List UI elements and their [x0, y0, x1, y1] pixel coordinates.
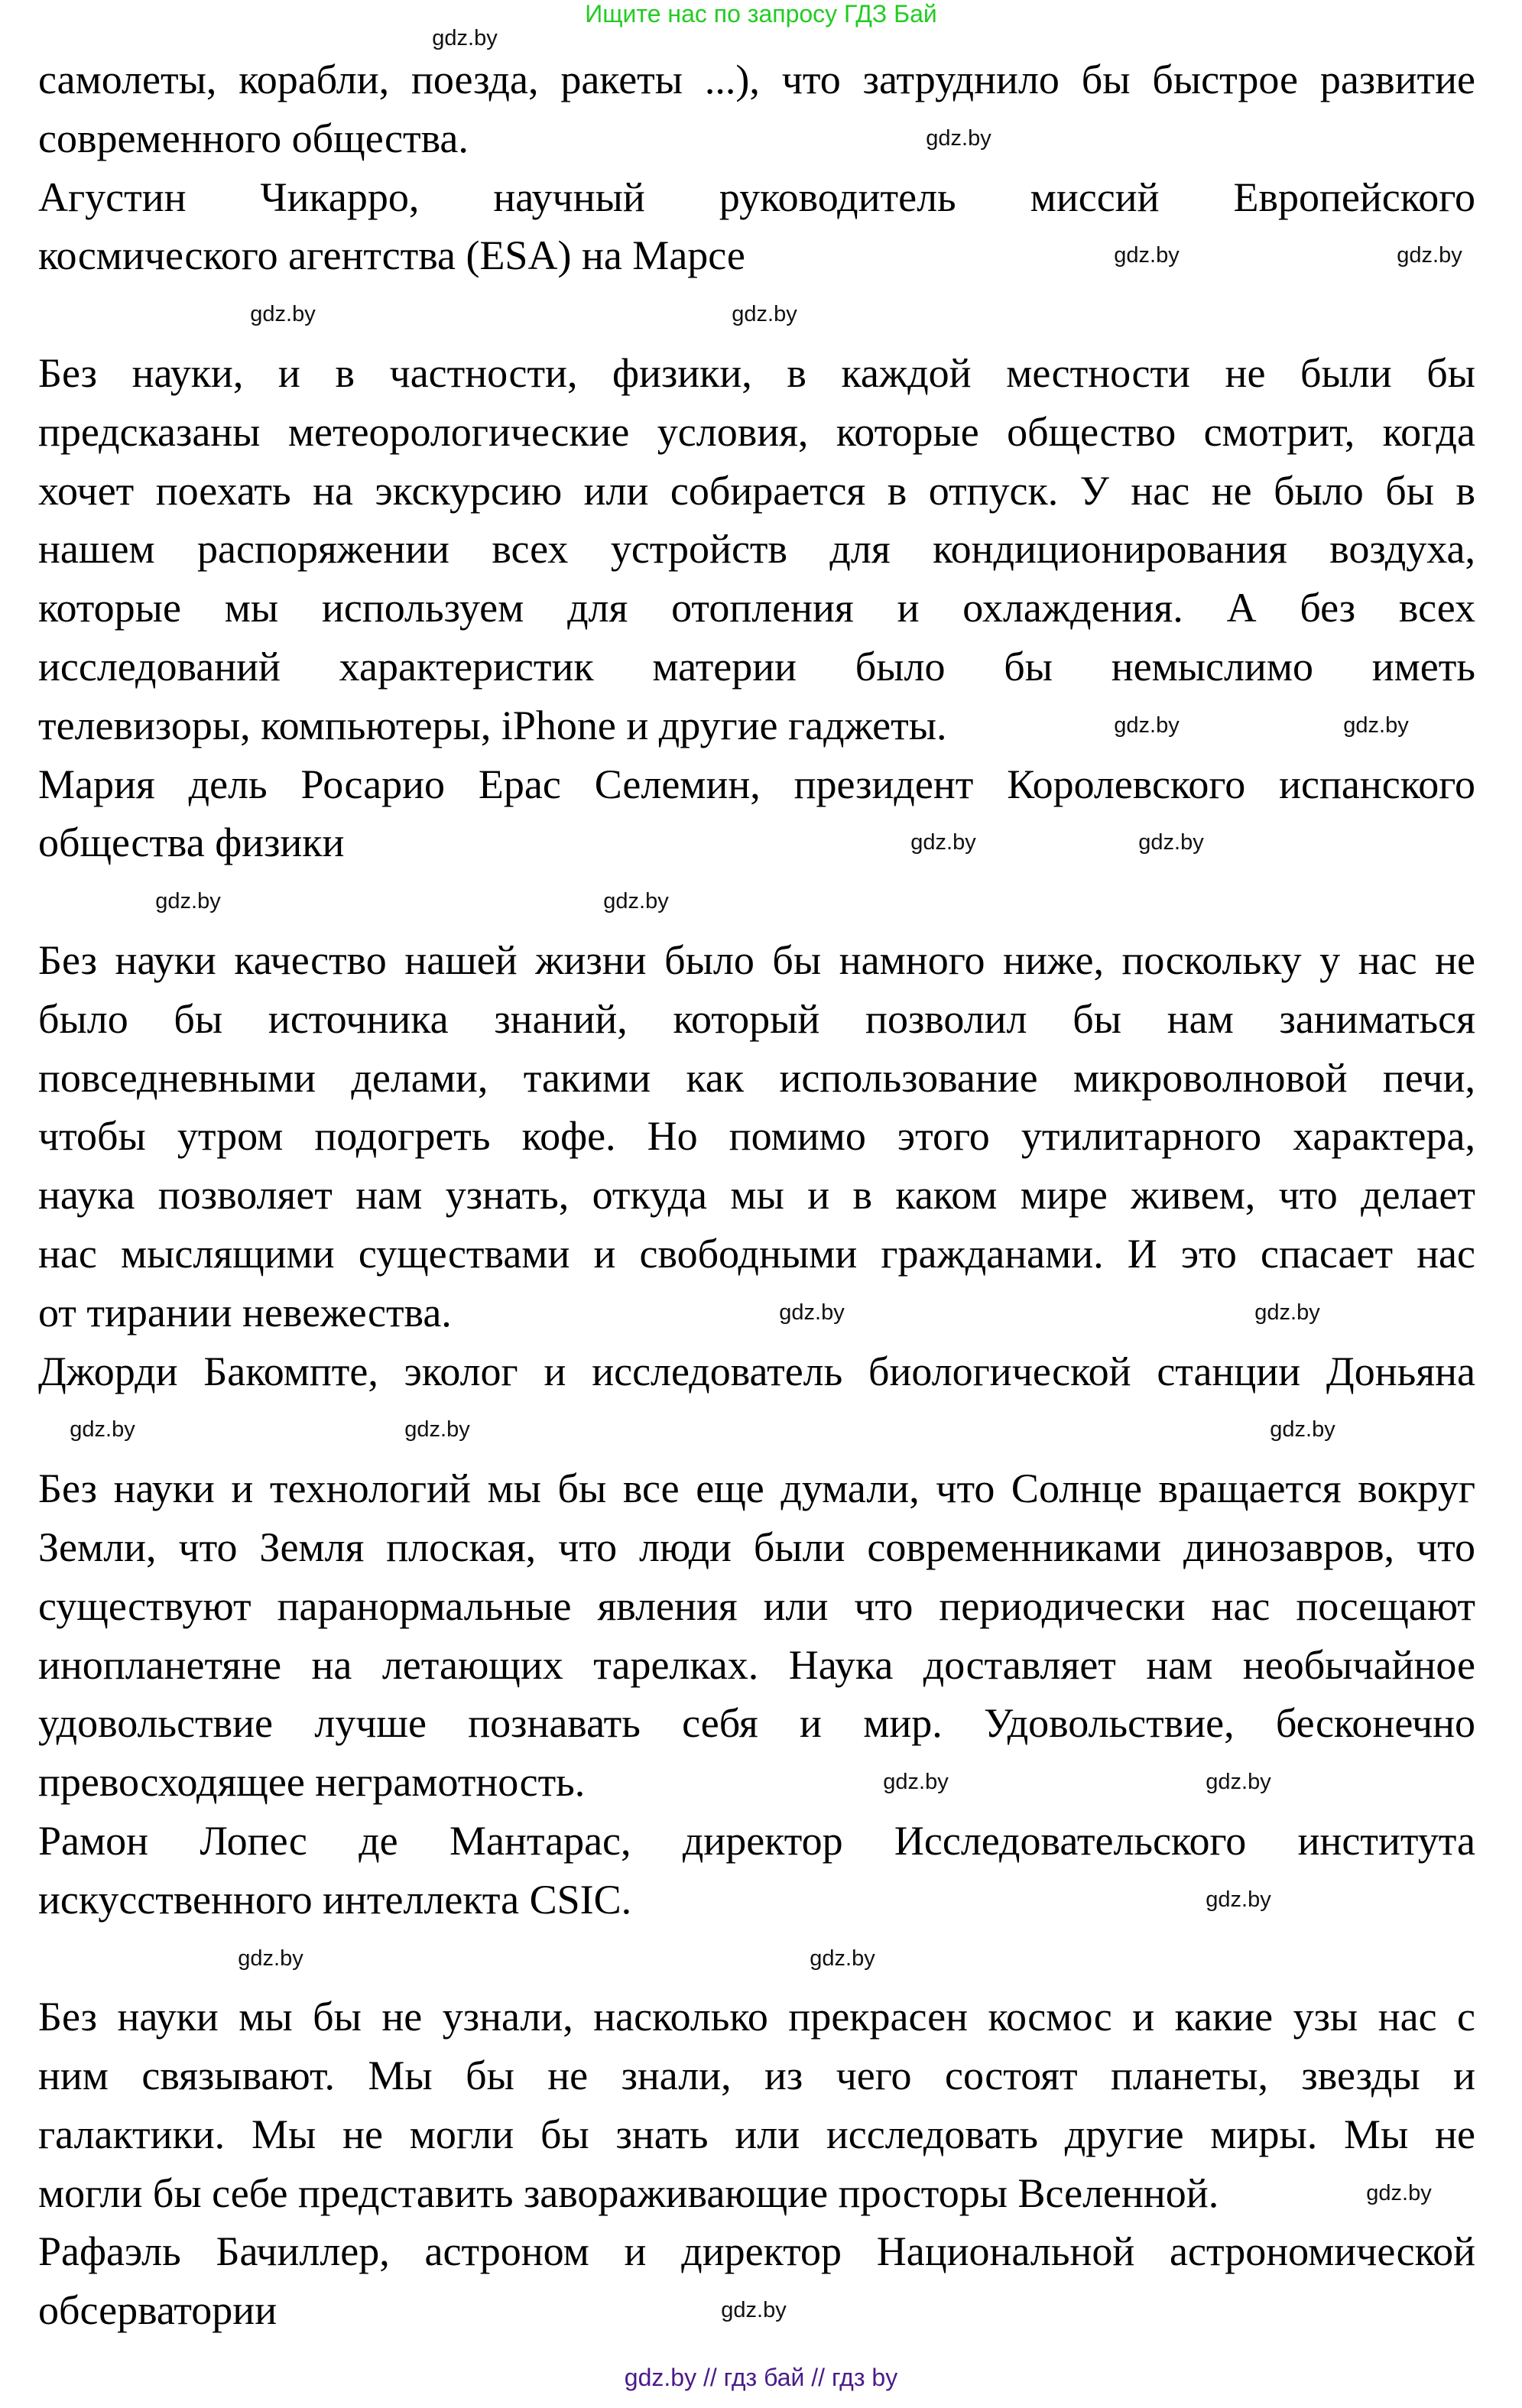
text-line: галактики. Мы не могли бы знать или исследовать другие миры. Мы не [38, 2111, 1475, 2157]
watermark-text: gdz.by [1397, 243, 1462, 268]
blank-line [38, 872, 1475, 931]
text-line: общества физики [38, 819, 345, 866]
text-line: могли бы себе представить завораживающие просторы Вселенной. [38, 2169, 1219, 2216]
text-line: было бы источника знаний, который позволил бы нам заниматься [38, 995, 1475, 1042]
text-line: превосходящее неграмотность. [38, 1759, 586, 1806]
text-line: существуют паранормальные явления или что периодически нас посещают [38, 1582, 1475, 1629]
watermark-text: gdz.by [250, 302, 316, 326]
document-body [38, 50, 1475, 2340]
text-line: инопланетяне на летающих тарелках. Наука доставляет нам необычайное [38, 1641, 1475, 1688]
text-line: Без науки качество нашей жизни было бы намного ниже, поскольку у нас не [38, 936, 1475, 983]
watermark-text: gdz.by [238, 1946, 303, 1971]
watermark-text: gdz.by [1343, 713, 1409, 738]
text-line: Джорди Бакомпте, эколог и исследователь биологической станции Доньяна [38, 1348, 1475, 1394]
footer-links[interactable]: gdz.by // гдз бай // гдз by [624, 2364, 898, 2391]
watermark-text: gdz.by [603, 889, 669, 914]
text-line: предсказаны метеорологические условия, которые общество смотрит, когда [38, 408, 1475, 455]
text-line: хочет поехать на экскурсию или собирается в отпуск. У нас не было бы в [38, 467, 1475, 514]
text-line: Рафаэль Бачиллер, астроном и директор Национальной астрономической [38, 2228, 1475, 2275]
blank-line [38, 1400, 1475, 1459]
text-line: исследований характеристик материи было бы немыслимо иметь [38, 643, 1475, 690]
text-line: Рамон Лопес де Мантарас, директор Исследовательского института [38, 1817, 1475, 1864]
watermark-text: gdz.by [721, 2298, 787, 2322]
text-line: чтобы утром подогреть кофе. Но помимо этого утилитарного характера, [38, 1113, 1475, 1160]
watermark-text: gdz.by [926, 126, 991, 151]
text-line: телевизоры, компьютеры, iPhone и другие гаджеты. [38, 702, 947, 748]
watermark-text: gdz.by [732, 302, 797, 326]
text-line: от тирании невежества. [38, 1289, 452, 1335]
text-line: Без науки, и в частности, физики, в каждой местности не были бы [38, 349, 1475, 396]
watermark-text: gdz.by [1366, 2181, 1432, 2205]
text-line: нашем распоряжении всех устройств для кондиционирования воздуха, [38, 526, 1475, 573]
watermark-text: gdz.by [404, 1417, 470, 1442]
text-line: современного общества. [38, 115, 469, 161]
text-line: искусственного интеллекта CSIC. [38, 1876, 632, 1923]
text-line: Земли, что Земля плоская, что люди были современниками динозавров, что [38, 1524, 1475, 1570]
watermark-text: gdz.by [1138, 830, 1204, 855]
text-line: Без науки мы бы не узнали, насколько прекрасен космос и какие узы нас с [38, 1994, 1475, 2040]
text-line: космического агентства (ESA) на Марсе [38, 232, 745, 279]
search-banner[interactable]: Ищите нас по запросу ГДЗ Бай [585, 0, 937, 28]
text-line: Без науки и технологий мы бы все еще думали, что Солнце вращается вокруг [38, 1465, 1475, 1512]
text-line: самолеты, корабли, поезда, ракеты ...), что затруднило бы быстрое развитие [38, 57, 1475, 102]
watermark-text: gdz.by [155, 889, 221, 914]
text-line: повседневными делами, такими как использование микроволновой печи, [38, 1054, 1475, 1101]
text-line: обсерватории [38, 2287, 277, 2334]
text-line: Мария дель Росарио Ерас Селемин, президент Королевского испанского [38, 761, 1475, 807]
watermark-text: gdz.by [1114, 243, 1180, 268]
watermark-text: gdz.by [1270, 1417, 1335, 1442]
watermark-text: gdz.by [810, 1946, 875, 1971]
text-line: наука позволяет нам узнать, откуда мы и в каком мире живем, что делает [38, 1172, 1475, 1219]
text-line: нас мыслящими существами и свободными гражданами. И это спасает нас [38, 1230, 1475, 1277]
text-line: ним связывают. Мы бы не знали, из чего состоят планеты, звезды и [38, 2053, 1475, 2099]
text-line: Агустин Чикарро, научный руководитель миссий Европейского [38, 174, 1475, 220]
watermark-text: gdz.by [910, 830, 976, 855]
text-line: удовольствие лучше познавать себя и мир. Удовольствие, бесконечно [38, 1700, 1475, 1747]
watermark-text: gdz.by [1254, 1300, 1320, 1325]
watermark-text: gdz.by [1206, 1770, 1271, 1794]
watermark-text: gdz.by [779, 1300, 845, 1325]
watermark-text: gdz.by [1114, 713, 1180, 738]
text-line: которые мы используем для отопления и охлаждения. А без всех [38, 585, 1475, 631]
watermark-text: gdz.by [432, 26, 498, 50]
watermark-text: gdz.by [70, 1417, 135, 1442]
watermark-text: gdz.by [883, 1770, 949, 1794]
watermark-text: gdz.by [1206, 1887, 1271, 1912]
